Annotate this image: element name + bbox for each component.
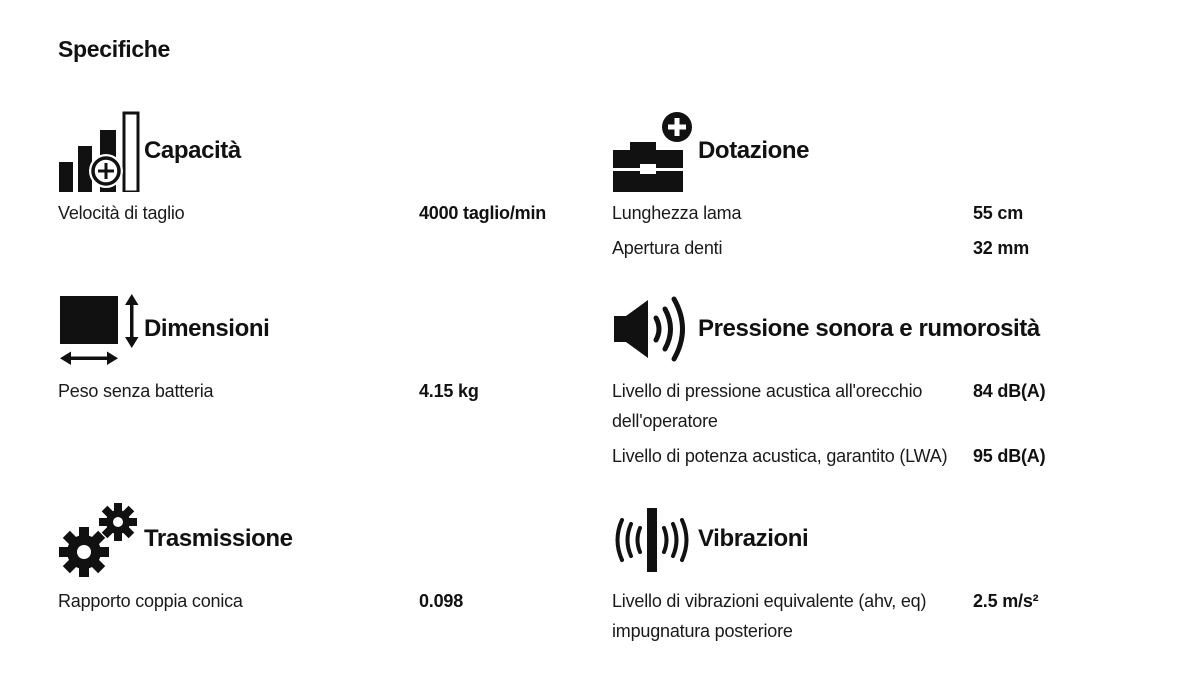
section-title: Dotazione <box>698 137 810 164</box>
spec-value: 0.098 <box>419 591 464 611</box>
spec-label: Velocità di taglio <box>58 203 185 223</box>
section-dimensioni <box>58 288 578 406</box>
section-header <box>612 110 1172 192</box>
section-vibrazioni <box>612 498 1172 646</box>
spec-value: 95 dB(A) <box>973 446 1046 466</box>
section-title: Dimensioni <box>144 315 270 342</box>
spec-value: 84 dB(A) <box>973 381 1046 401</box>
spec-value: 32 mm <box>973 238 1030 258</box>
spec-row <box>58 198 578 228</box>
section-header <box>58 110 578 192</box>
spec-value: 55 cm <box>973 203 1024 223</box>
spec-row <box>612 198 1172 228</box>
page-title: Specifiche <box>58 36 171 62</box>
spec-row <box>58 586 578 616</box>
section-title: Capacità <box>144 137 241 164</box>
speaker-sound-icon <box>612 288 694 370</box>
spec-row <box>612 586 1172 646</box>
section-trasmissione <box>58 498 578 616</box>
spec-label: Rapporto coppia conica <box>58 591 243 611</box>
section-header <box>612 498 1172 580</box>
section-title: Trasmissione <box>144 525 293 552</box>
spec-label: Livello di pressione acustica all'orecchio dell'operatore <box>612 381 923 431</box>
spec-value: 2.5 m/s² <box>973 591 1039 611</box>
spec-row <box>612 376 1172 436</box>
section-title: Pressione sonora e rumorosità <box>698 315 1040 342</box>
spec-row <box>58 376 578 406</box>
section-dotazione <box>612 110 1172 263</box>
section-pressione <box>612 288 1172 471</box>
dimensions-arrows-icon <box>58 288 140 370</box>
toolbox-plus-icon <box>612 110 694 192</box>
spec-value: 4000 taglio/min <box>419 203 547 223</box>
spec-label: Livello di potenza acustica, garantito (LWA) <box>612 446 948 466</box>
spec-row <box>612 441 1172 471</box>
spec-label: Peso senza batteria <box>58 381 214 401</box>
spec-label: Lunghezza lama <box>612 203 742 223</box>
spec-label: Apertura denti <box>612 238 723 258</box>
section-capacita <box>58 110 578 228</box>
section-header <box>58 288 578 370</box>
spec-value: 4.15 kg <box>419 381 479 401</box>
spec-label: Livello di vibrazioni equivalente (ahv, eq) impugnatura posteriore <box>612 591 927 641</box>
capacity-bars-plus-icon <box>58 110 140 192</box>
vibration-icon <box>612 498 694 580</box>
section-header <box>612 288 1172 370</box>
section-title: Vibrazioni <box>698 525 809 552</box>
spec-row <box>612 233 1172 263</box>
section-header <box>58 498 578 580</box>
gears-icon <box>58 498 140 580</box>
